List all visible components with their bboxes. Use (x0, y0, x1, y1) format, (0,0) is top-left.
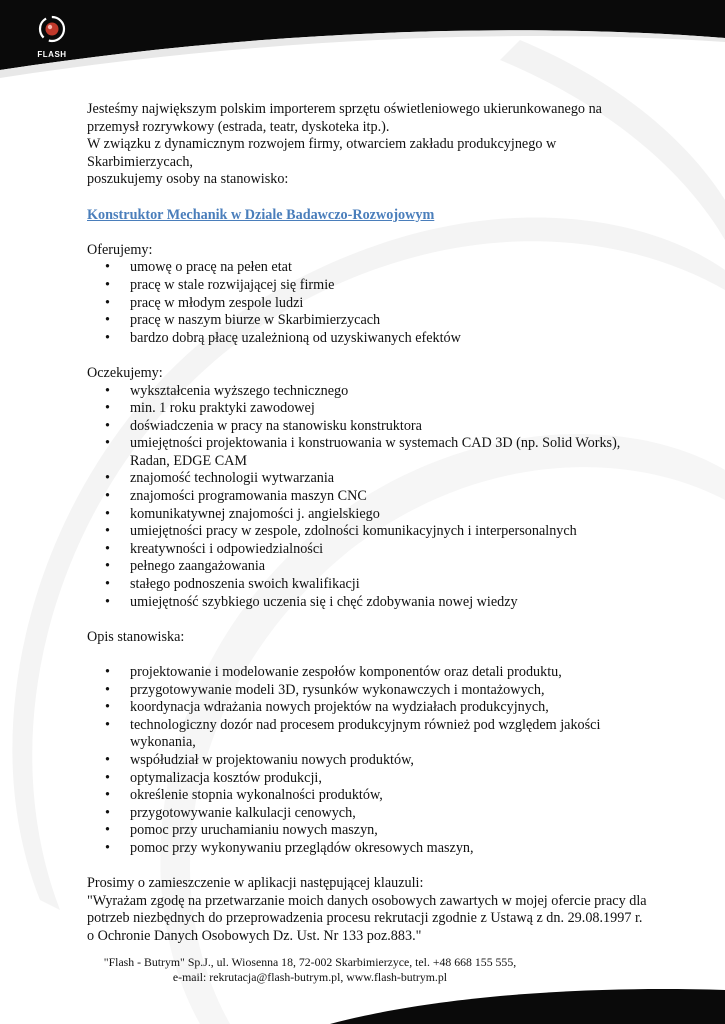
clause-text: "Wyrażam zgodę na przetwarzanie moich danych osobowych zawartych w mojej ofercie pracy dla potrzeb niezbędnych do przeprowadzenia procesu rekrutacji zgodnie z Ustawą z dn. 29.08.1997 r. o Ochronie Danych Osobowych Dz. Ust. Nr 133 poz.883." (87, 892, 647, 944)
list-item: • stałego podnoszenia swoich kwalifikacji (87, 576, 647, 594)
list-item: • umiejętność szybkiego uczenia się i chęć zdobywania nowej wiedzy (87, 594, 647, 612)
list-item: • współudział w projektowaniu nowych produktów, (87, 752, 647, 770)
list-item: • kreatywności i odpowiedzialności (87, 541, 647, 559)
list-item: • umiejętności projektowania i konstruowania w systemach CAD 3D (np. Solid Works), Radan, EDGE CAM (87, 435, 647, 470)
list-item: • pomoc przy uruchamianiu nowych maszyn, (87, 822, 647, 840)
description-heading: Opis stanowiska: (87, 628, 185, 645)
job-title: Konstruktor Mechanik w Dziale Badawczo-Rozwojowym (87, 206, 435, 223)
offer-heading: Oferujemy: (87, 241, 153, 258)
clause-intro: Prosimy o zamieszczenie w aplikacji następującej klauzuli: (87, 875, 424, 892)
flash-logo-icon (37, 14, 67, 44)
list-item: • umiejętności pracy w zespole, zdolności komunikacyjnych i interpersonalnych (87, 523, 647, 541)
list-item: • doświadczenia w pracy na stanowisku konstruktora (87, 418, 647, 436)
footer (0, 955, 620, 985)
list-item: • pracę w młodym zespole ludzi (87, 295, 647, 313)
list-item: • pracę w naszym biurze w Skarbimierzycach (87, 312, 647, 330)
document-body (87, 101, 647, 946)
list-item: • pracę w stale rozwijającej się firmie (87, 277, 647, 295)
description-list (87, 664, 647, 858)
offer-list (87, 259, 647, 347)
intro-paragraph-1: Jesteśmy największym polskim importerem sprzętu oświetleniowego ukierunkowanego na przemysł rozrywkowy (estrada, teatr, dyskoteka itp.). (87, 101, 602, 135)
list-item: • min. 1 roku praktyki zawodowej (87, 400, 647, 418)
list-item: • umowę o pracę na pełen etat (87, 259, 647, 277)
footer-address: "Flash - Butrym" Sp.J., ul. Wiosenna 18, 72-002 Skarbimierzyce, tel. +48 668 155 555, (103, 955, 517, 969)
intro-paragraph-2: W związku z dynamicznym rozwojem firmy, otwarciem zakładu produkcyjnego w Skarbimierzycach, (87, 136, 557, 170)
list-item: • wykształcenia wyższego technicznego (87, 383, 647, 401)
intro-paragraph-3: poszukujemy osoby na stanowisko: (87, 171, 289, 188)
list-item: • bardzo dobrą płacę uzależnioną od uzyskiwanych efektów (87, 330, 647, 348)
list-item: • przygotowywanie modeli 3D, rysunków wykonawczych i montażowych, (87, 682, 647, 700)
list-item: • optymalizacja kosztów produkcji, (87, 770, 647, 788)
company-logo (30, 14, 74, 62)
footer-contact: e-mail: rekrutacja@flash-butrym.pl, www.flash-butrym.pl (172, 970, 448, 984)
expect-list (87, 383, 647, 612)
list-item: • koordynacja wdrażania nowych projektów na wydziałach produkcyjnych, (87, 699, 647, 717)
expect-heading: Oczekujemy: (87, 364, 163, 381)
list-item: • znajomość technologii wytwarzania (87, 470, 647, 488)
list-item: • przygotowywanie kalkulacji cenowych, (87, 805, 647, 823)
list-item: • projektowanie i modelowanie zespołów komponentów oraz detali produktu, (87, 664, 647, 682)
list-item: • pomoc przy wykonywaniu przeglądów okresowych maszyn, (87, 840, 647, 858)
list-item: • znajomości programowania maszyn CNC (87, 488, 647, 506)
list-item: • komunikatywnej znajomości j. angielskiego (87, 506, 647, 524)
list-item: • pełnego zaangażowania (87, 558, 647, 576)
list-item: • określenie stopnia wykonalności produktów, (87, 787, 647, 805)
logo-text: FLASH (37, 50, 67, 59)
list-item: • technologiczny dozór nad procesem produkcyjnym również pod względem jakości wykonania, (87, 717, 647, 752)
